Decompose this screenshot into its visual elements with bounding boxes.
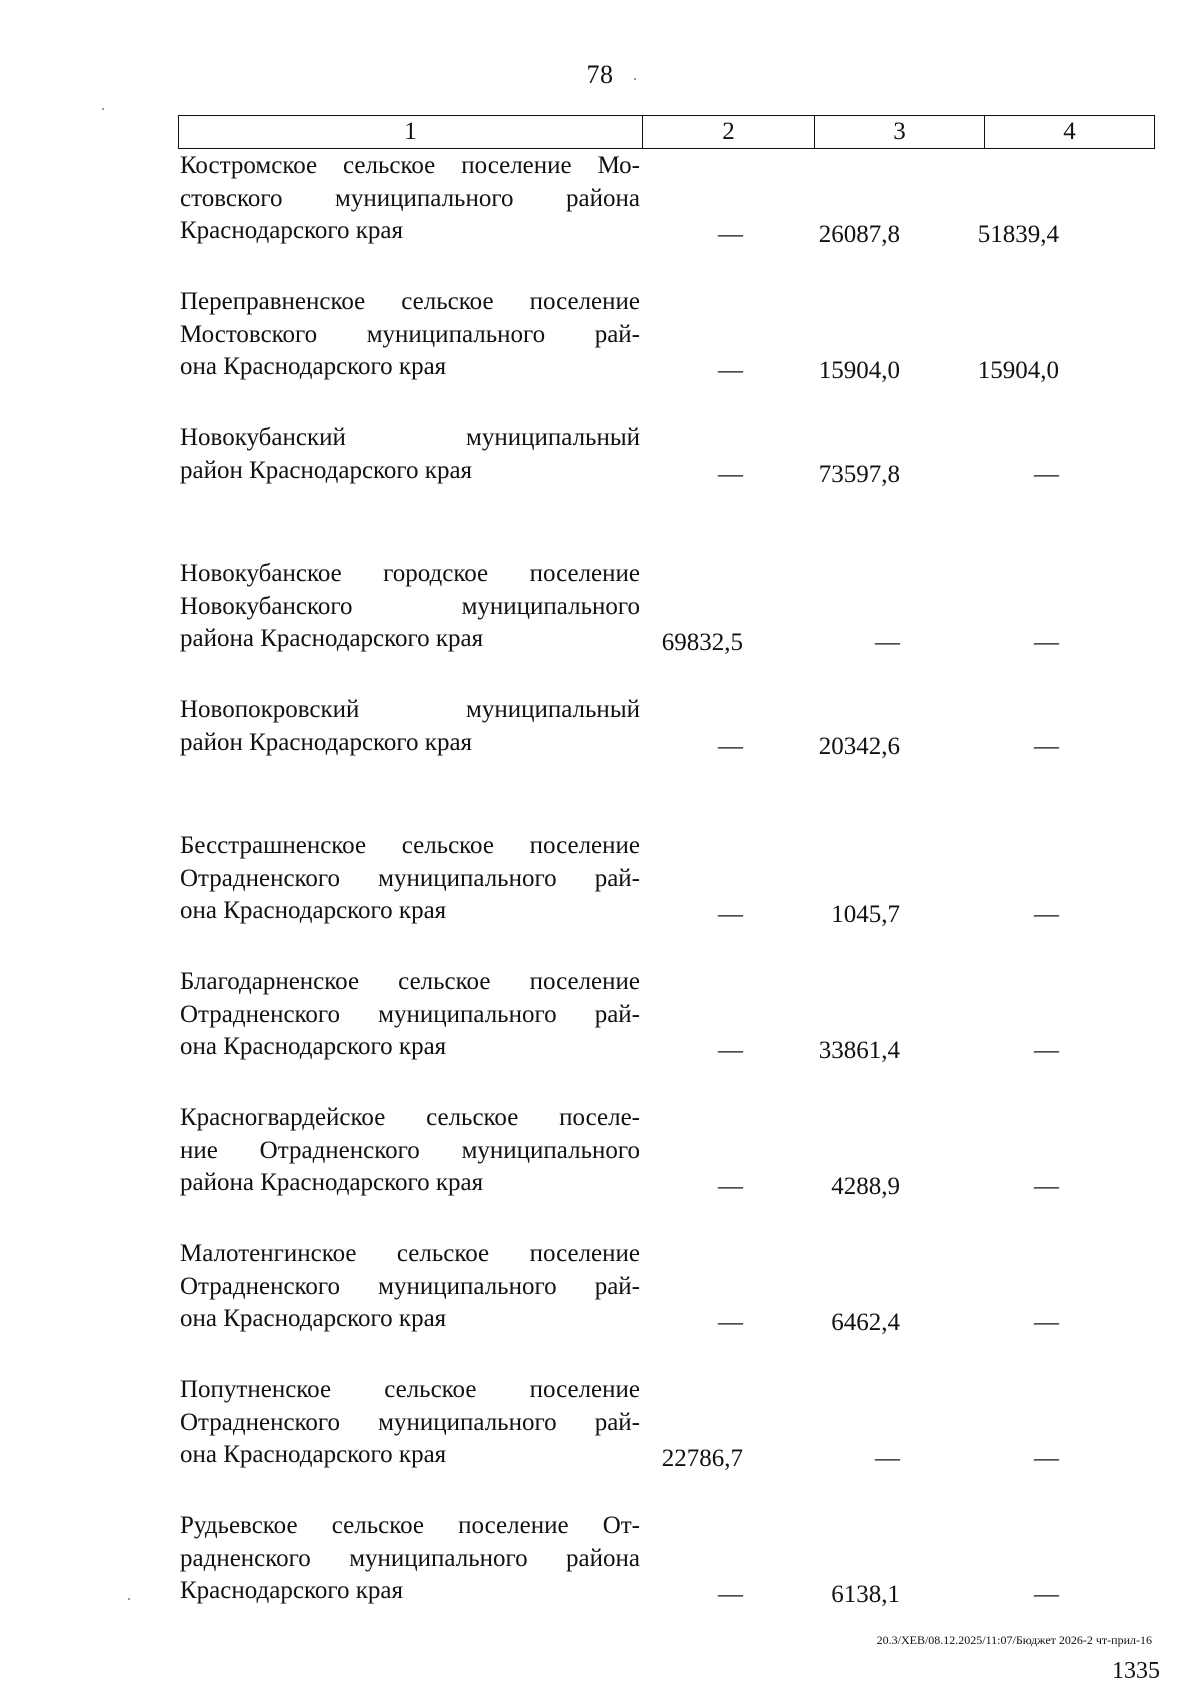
cell-col4: 15904,0: [977, 357, 1059, 384]
cell-col2: —: [718, 357, 743, 384]
cell-col4: —: [1034, 1173, 1059, 1200]
column-header-table: [178, 115, 1155, 149]
cell-col2: 69832,5: [661, 629, 743, 656]
row-name-line: Попутненское сельское поселение: [180, 1376, 640, 1403]
cell-col2: —: [718, 460, 743, 488]
cell-col3: 4288,9: [831, 1173, 900, 1200]
row-name: [180, 1102, 640, 1200]
table-row: [178, 1102, 1158, 1222]
cell-col3: 1045,7: [831, 901, 900, 928]
row-name-line: район Краснодарского края: [180, 728, 473, 756]
cell-col2: —: [718, 1173, 743, 1200]
row-name-line: она Краснодарского края: [180, 1441, 447, 1468]
page-number: 78: [586, 60, 614, 89]
cell-col4: —: [1034, 1309, 1059, 1336]
row-name-line: Новокубанского муниципального: [180, 592, 640, 620]
cell-col4: —: [1034, 629, 1059, 656]
scan-speck: [128, 1598, 130, 1600]
row-name-line: она Краснодарского края: [180, 897, 447, 924]
row-name-line: Отрадненского муниципального рай-: [180, 1272, 640, 1300]
row-name: [180, 286, 640, 384]
cell-col3: 6138,1: [831, 1581, 900, 1608]
row-name-line: район Краснодарского края: [180, 456, 473, 484]
row-name-line: Отрадненского муниципального рай-: [180, 1408, 640, 1436]
table-row: [178, 1374, 1158, 1494]
table-row: [178, 150, 1158, 270]
row-name-line: Бесстрашненское сельское поселение: [180, 832, 640, 859]
row-name-line: Рудьевское сельское поселение От-: [180, 1512, 640, 1539]
footer-stamp: 20.3/ХЕВ/08.12.2025/11:07/Бюджет 2026-2 чт-прил-16: [876, 1633, 1152, 1647]
row-name: [180, 558, 640, 656]
column-header-4: 4: [985, 116, 1155, 149]
row-name-line: стовского муниципального района: [180, 184, 640, 212]
row-name-line: Переправненское сельское поселение: [180, 288, 640, 315]
row-name-line: Новокубанский муниципальный: [180, 424, 640, 451]
cell-col3: 33861,4: [818, 1037, 900, 1064]
cell-col2: —: [718, 901, 743, 928]
cell-col2: —: [718, 732, 743, 760]
row-name-line: она Краснодарского края: [180, 353, 447, 380]
row-name-line: ние Отрадненского муниципального: [180, 1136, 640, 1164]
cell-col4: —: [1034, 732, 1059, 760]
table-row: [178, 286, 1158, 406]
table-row: [178, 558, 1158, 678]
row-name: [180, 1238, 640, 1336]
row-name: [180, 1374, 640, 1472]
table-row: [178, 1510, 1158, 1630]
cell-col4: —: [1034, 1581, 1059, 1608]
row-name-line: Краснодарского края: [180, 217, 403, 244]
cell-col3: —: [875, 629, 900, 656]
cell-col4: —: [1034, 901, 1059, 928]
row-name: [180, 1510, 640, 1608]
table-row: [178, 1238, 1158, 1358]
scan-speck: [102, 108, 104, 110]
row-name-line: Костромское сельское поселение Мо-: [180, 152, 640, 179]
row-name: [180, 966, 640, 1064]
cell-col4: —: [1034, 1445, 1059, 1472]
column-header-1: 1: [179, 116, 643, 149]
row-name-line: она Краснодарского края: [180, 1033, 447, 1060]
row-name-line: Отрадненского муниципального рай-: [180, 864, 640, 892]
row-name: [180, 830, 640, 928]
table-row: [178, 830, 1158, 950]
cell-col3: 15904,0: [818, 357, 900, 384]
cell-col3: —: [875, 1445, 900, 1472]
row-name-line: Новокубанское городское поселение: [180, 560, 640, 587]
row-name-line: Новопокровский муниципальный: [180, 696, 640, 723]
row-name: [180, 150, 640, 248]
cell-col2: —: [718, 1309, 743, 1336]
table-row: [178, 966, 1158, 1086]
row-name-line: Благодарненское сельское поселение: [180, 968, 640, 995]
column-header-2: 2: [643, 116, 815, 149]
column-header-3: 3: [815, 116, 985, 149]
table-row: [178, 422, 1158, 542]
row-name: [180, 694, 640, 759]
cell-col3: 6462,4: [831, 1309, 900, 1336]
row-name-line: района Краснодарского края: [180, 625, 484, 652]
cell-col4: 51839,4: [977, 221, 1059, 248]
row-name-line: Отрадненского муниципального рай-: [180, 1000, 640, 1028]
cell-col4: —: [1034, 1037, 1059, 1064]
row-name-line: Краснодарского края: [180, 1577, 403, 1604]
table-row: [178, 694, 1158, 814]
cell-col2: 22786,7: [661, 1445, 743, 1472]
row-name-line: Малотенгинское сельское поселение: [180, 1240, 640, 1267]
cell-col4: —: [1034, 460, 1059, 488]
cell-col3: 20342,6: [818, 732, 900, 760]
row-name-line: Мостовского муниципального рай-: [180, 320, 640, 348]
row-name: [180, 422, 640, 487]
scan-speck: [634, 78, 636, 80]
row-name-line: района Краснодарского края: [180, 1169, 484, 1196]
row-name-line: она Краснодарского края: [180, 1305, 447, 1332]
row-name-line: Красногвардейское сельское поселе-: [180, 1104, 640, 1131]
cell-col2: —: [718, 1037, 743, 1064]
cell-col2: —: [718, 1581, 743, 1608]
cell-col3: 73597,8: [818, 460, 900, 488]
cell-col3: 26087,8: [818, 221, 900, 248]
sheet-number: 1335: [1112, 1658, 1160, 1684]
row-name-line: радненского муниципального района: [180, 1544, 640, 1572]
cell-col2: —: [718, 221, 743, 248]
